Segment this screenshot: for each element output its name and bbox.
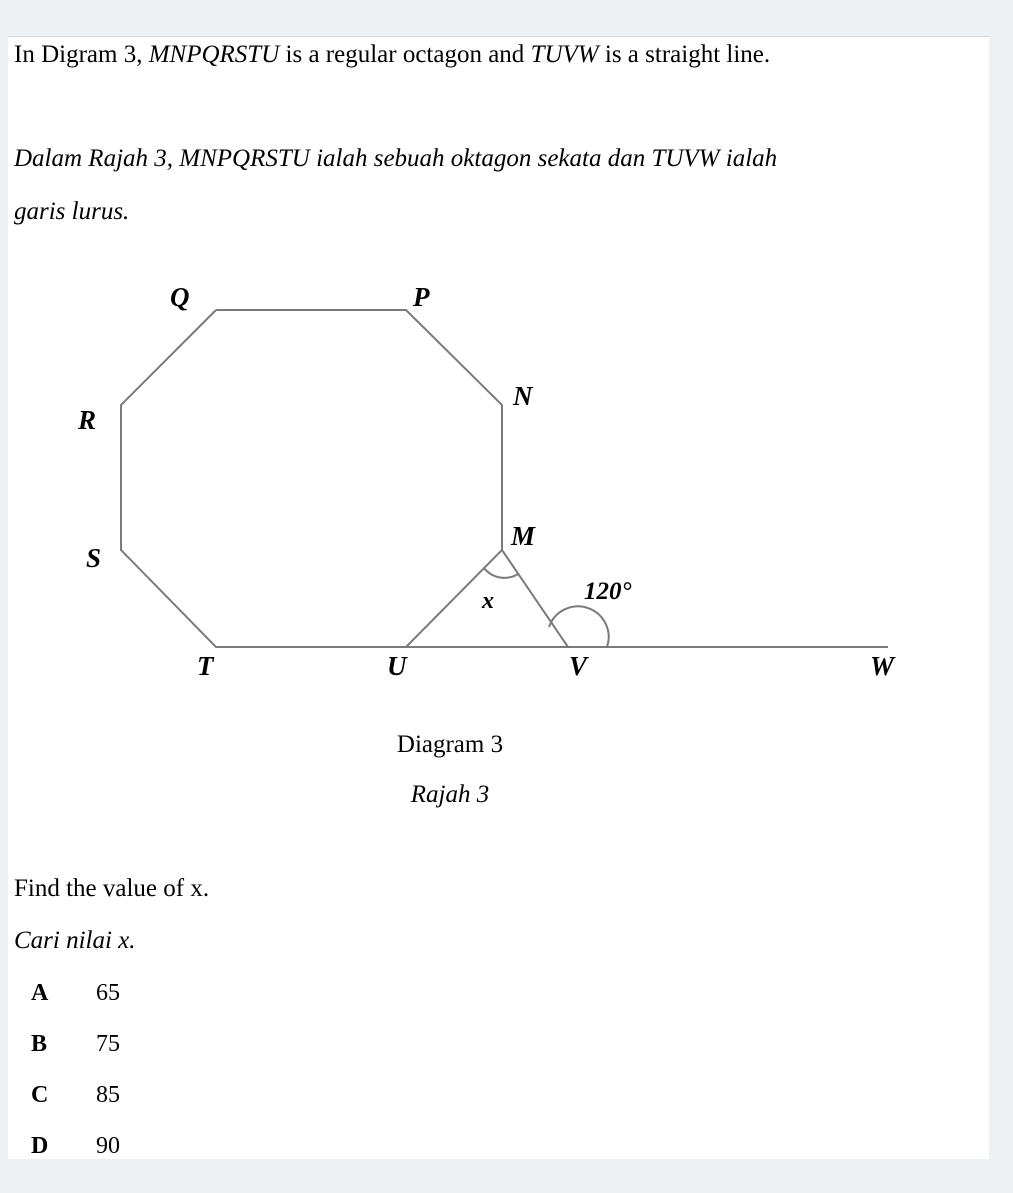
question-en-line: TUVW — [530, 41, 599, 68]
label-u: U — [387, 651, 407, 681]
angle-arc-v — [549, 606, 609, 647]
option-c-value: 85 — [96, 1082, 120, 1108]
angle-x-label: x — [482, 588, 494, 614]
label-q: Q — [170, 282, 190, 312]
angle-120-label: 120° — [584, 578, 632, 605]
option-b-letter: B — [31, 1031, 48, 1057]
option-a-value: 65 — [96, 980, 120, 1006]
label-p: P — [413, 282, 430, 312]
label-m: M — [511, 521, 536, 551]
label-r: R — [78, 405, 97, 435]
prompt-malay: Cari nilai x. — [14, 927, 136, 954]
octagon-outline — [121, 310, 502, 647]
diagram-lines — [121, 310, 888, 647]
line-mv — [502, 550, 568, 647]
octagon-diagram — [8, 37, 989, 1159]
prompt-english: Find the value of x. — [14, 875, 210, 902]
question-page — [8, 36, 989, 1159]
angle-arc-m — [484, 568, 518, 578]
question-en-mid: is a regular octagon and — [279, 41, 531, 68]
option-d-value: 90 — [96, 1133, 120, 1159]
question-malay-line1: Dalam Rajah 3, MNPQRSTU ialah sebuah oktagon sekata dan TUVW ialah — [14, 145, 778, 172]
question-malay-line2: garis lurus. — [14, 198, 130, 225]
diagram-caption-en: Diagram 3 — [396, 731, 504, 758]
label-w: W — [870, 651, 895, 681]
label-v: V — [569, 651, 588, 681]
diagram-caption-ms: Rajah 3 — [410, 781, 490, 808]
label-n: N — [513, 381, 533, 411]
option-c-letter: C — [31, 1082, 49, 1108]
option-a-letter: A — [31, 980, 49, 1006]
label-t: T — [197, 651, 214, 681]
question-en-prefix: In Digram 3, — [14, 41, 149, 68]
label-s: S — [86, 543, 102, 573]
option-d-letter: D — [31, 1133, 49, 1159]
question-en-suffix: is a straight line. — [598, 41, 771, 68]
option-b-value: 75 — [96, 1031, 120, 1057]
question-en-octagon: MNPQRSTU — [148, 41, 280, 68]
